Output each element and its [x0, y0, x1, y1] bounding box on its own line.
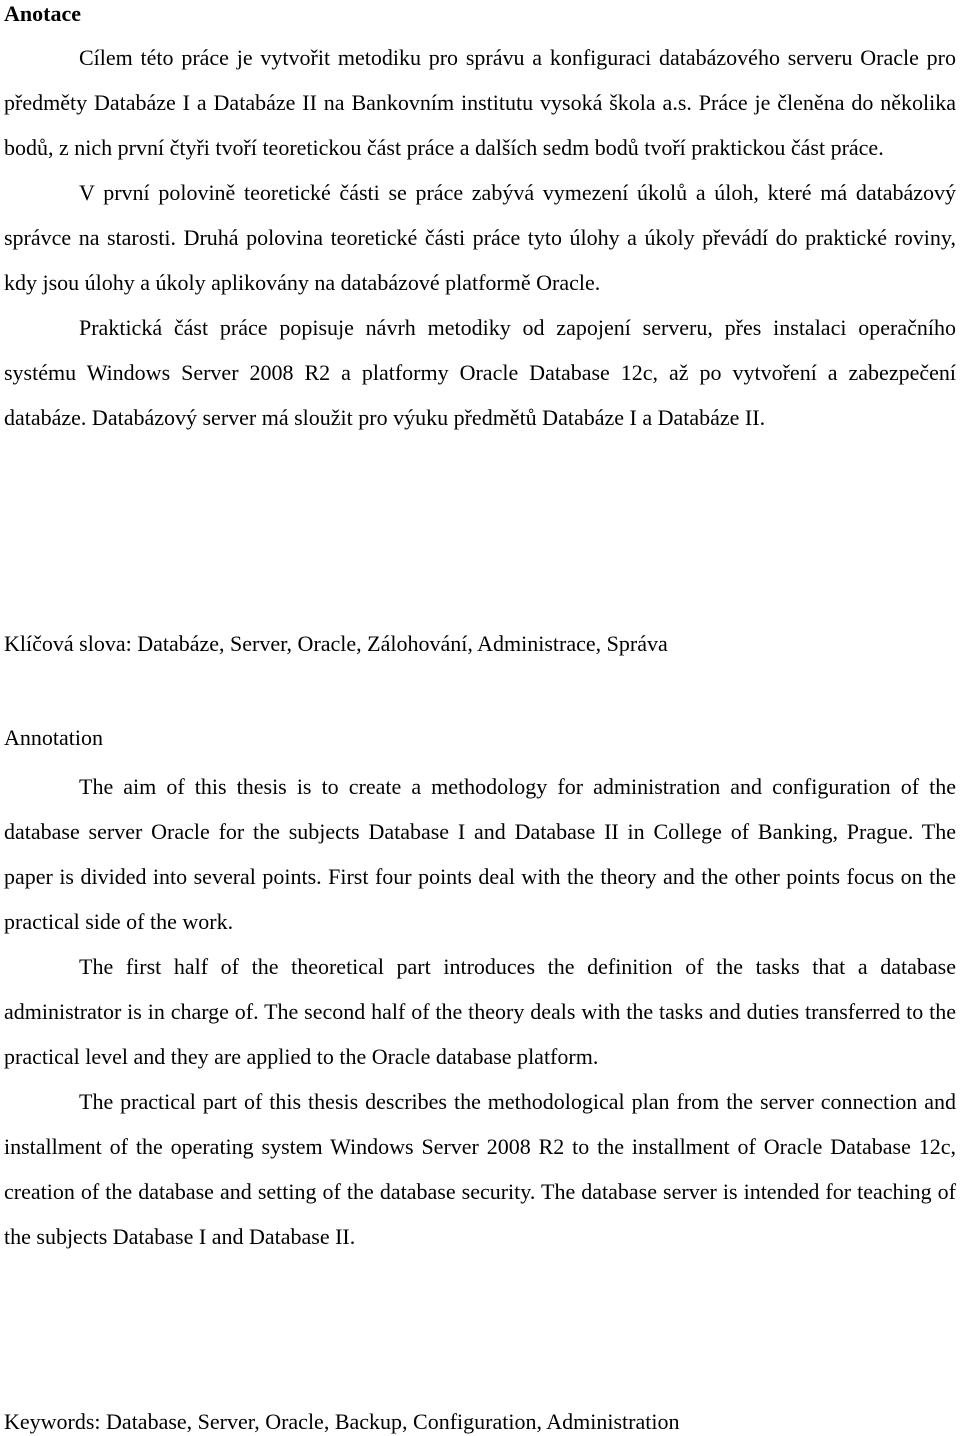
czech-paragraph-1: Cílem této práce je vytvořit metodiku pro správu a konfiguraci databázového serveru Oracle pro předměty Databáze I a Databáze II na Bankovním institutu vysoká škola a.s. Práce je členěna do několika bodů, z nich první čtyři tvoří teoretickou část práce a dalších sedm bodů tvoří praktickou část práce. [4, 45, 956, 160]
english-keywords: Keywords: Database, Server, Oracle, Backup, Configuration, Administration [4, 1409, 680, 1434]
czech-paragraph-3: Praktická část práce popisuje návrh metodiky od zapojení serveru, přes instalaci operačního systému Windows Server 2008 R2 a platformy Oracle Database 12c, až po vytvoření a zabezpečení databáze. Databázový server má sloužit pro výuku předmětů Databáze I a Databáze II. [4, 315, 956, 430]
english-abstract [4, 764, 956, 1259]
english-paragraph-2: The first half of the theoretical part introduces the definition of the tasks that a database administrator is in charge of. The second half of the theory deals with the tasks and duties transferred to the practical level and they are applied to the Oracle database platform. [4, 954, 956, 1069]
english-paragraph-3: The practical part of this thesis describes the methodological plan from the server connection and installment of the operating system Windows Server 2008 R2 to the installment of Oracle Database 12c, creation of the database and setting of the database security. The database server is intended for teaching of the subjects Database I and Database II. [4, 1089, 956, 1249]
czech-paragraph-2: V první polovině teoretické části se práce zabývá vymezení úkolů a úloh, které má databázový správce na starosti. Druhá polovina teoretické části práce tyto úlohy a úkoly převádí do praktické roviny, kdy jsou úlohy a úkoly aplikovány na databázové platformě Oracle. [4, 180, 956, 295]
czech-heading: Anotace [4, 1, 81, 26]
english-heading: Annotation [4, 725, 103, 750]
czech-abstract [4, 35, 956, 440]
czech-keywords: Klíčová slova: Databáze, Server, Oracle, Zálohování, Administrace, Správa [4, 631, 668, 656]
english-paragraph-1: The aim of this thesis is to create a methodology for administration and configuration of the database server Oracle for the subjects Database I and Database II in College of Banking, Prague. The paper is divided into several points. First four points deal with the theory and the other points focus on the practical side of the work. [4, 774, 956, 934]
